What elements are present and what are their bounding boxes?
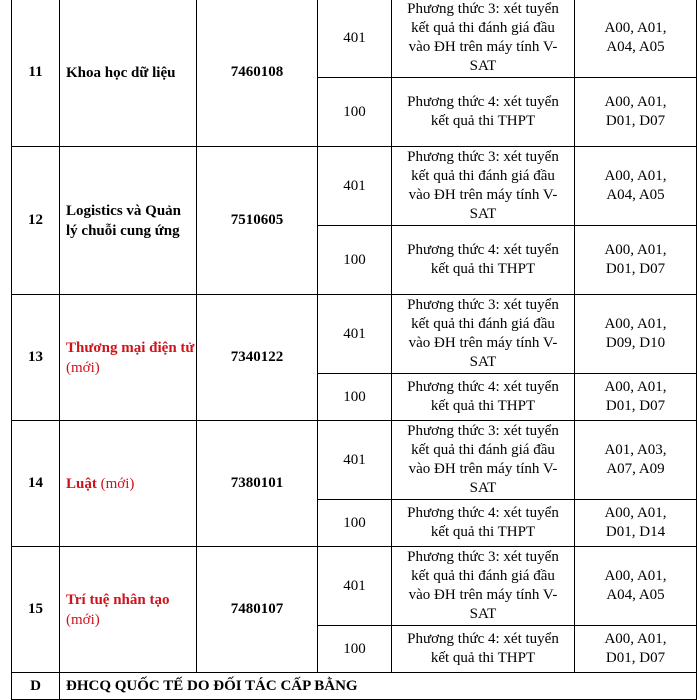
subject-combo-cell: A01, A03, A07, A09: [575, 421, 697, 500]
program-name: Khoa học dữ liệu: [60, 0, 197, 147]
subject-combo-cell: A00, A01, D01, D07: [575, 226, 697, 295]
subject-combo-cell: A00, A01, D01, D07: [575, 626, 697, 673]
program-name: Luật (mới): [60, 421, 197, 547]
quota-cell: 401: [318, 421, 392, 500]
table-row: [12, 295, 697, 374]
row-number: 11: [12, 0, 60, 147]
new-badge: (mới): [66, 359, 100, 376]
method-cell: Phương thức 4: xét tuyển kết quả thi THPT: [392, 626, 575, 673]
program-code: 7510605: [197, 147, 318, 295]
program-code: 7340122: [197, 295, 318, 421]
subject-combo-cell: A00, A01, A04, A05: [575, 147, 697, 226]
section-title: ĐHCQ QUỐC TẾ DO ĐỐI TÁC CẤP BẰNG: [60, 673, 697, 700]
subject-combo-cell: A00, A01, A04, A05: [575, 547, 697, 626]
method-cell: Phương thức 3: xét tuyển kết quả thi đánh giá đầu vào ĐH trên máy tính V- SAT: [392, 295, 575, 374]
subject-combo-cell: A00, A01, D01, D07: [575, 78, 697, 147]
method-cell: Phương thức 4: xét tuyển kết quả thi THPT: [392, 226, 575, 295]
method-cell: Phương thức 3: xét tuyển kết quả thi đánh giá đầu vào ĐH trên máy tính V- SAT: [392, 547, 575, 626]
subject-combo-cell: A00, A01, D09, D10: [575, 295, 697, 374]
subject-combo-cell: A00, A01, D01, D14: [575, 500, 697, 547]
program-name: Logistics và Quản lý chuỗi cung ứng: [60, 147, 197, 295]
new-badge: (mới): [66, 611, 100, 628]
new-badge: (mới): [100, 475, 135, 492]
quota-cell: 401: [318, 547, 392, 626]
row-number: 12: [12, 147, 60, 295]
method-cell: Phương thức 3: xét tuyển kết quả thi đánh giá đầu vào ĐH trên máy tính V- SAT: [392, 421, 575, 500]
method-cell: Phương thức 4: xét tuyển kết quả thi THPT: [392, 78, 575, 147]
row-number: 15: [12, 547, 60, 673]
section-label: D: [12, 673, 60, 700]
method-cell: Phương thức 3: xét tuyển kết quả thi đánh giá đầu vào ĐH trên máy tính V- SAT: [392, 0, 575, 78]
program-code: 7380101: [197, 421, 318, 547]
table-row: [12, 547, 697, 626]
quota-cell: 100: [318, 500, 392, 547]
method-cell: Phương thức 4: xét tuyển kết quả thi THPT: [392, 500, 575, 547]
method-cell: Phương thức 3: xét tuyển kết quả thi đánh giá đầu vào ĐH trên máy tính V- SAT: [392, 147, 575, 226]
table-row: [12, 421, 697, 500]
subject-combo-cell: A00, A01, A04, A05: [575, 0, 697, 78]
program-name: Trí tuệ nhân tạo (mới): [60, 547, 197, 673]
section-header-row: [12, 673, 697, 700]
admissions-table: [11, 0, 697, 700]
row-number: 14: [12, 421, 60, 547]
quota-cell: 100: [318, 78, 392, 147]
method-cell: Phương thức 4: xét tuyển kết quả thi THPT: [392, 374, 575, 421]
quota-cell: 401: [318, 0, 392, 78]
subject-combo-cell: A00, A01, D01, D07: [575, 374, 697, 421]
program-code: 7460108: [197, 0, 318, 147]
program-name: Thương mại điện tử (mới): [60, 295, 197, 421]
quota-cell: 401: [318, 295, 392, 374]
table-row: [12, 0, 697, 78]
quota-cell: 100: [318, 374, 392, 421]
quota-cell: 401: [318, 147, 392, 226]
row-number: 13: [12, 295, 60, 421]
program-code: 7480107: [197, 547, 318, 673]
table-row: [12, 147, 697, 226]
quota-cell: 100: [318, 626, 392, 673]
quota-cell: 100: [318, 226, 392, 295]
